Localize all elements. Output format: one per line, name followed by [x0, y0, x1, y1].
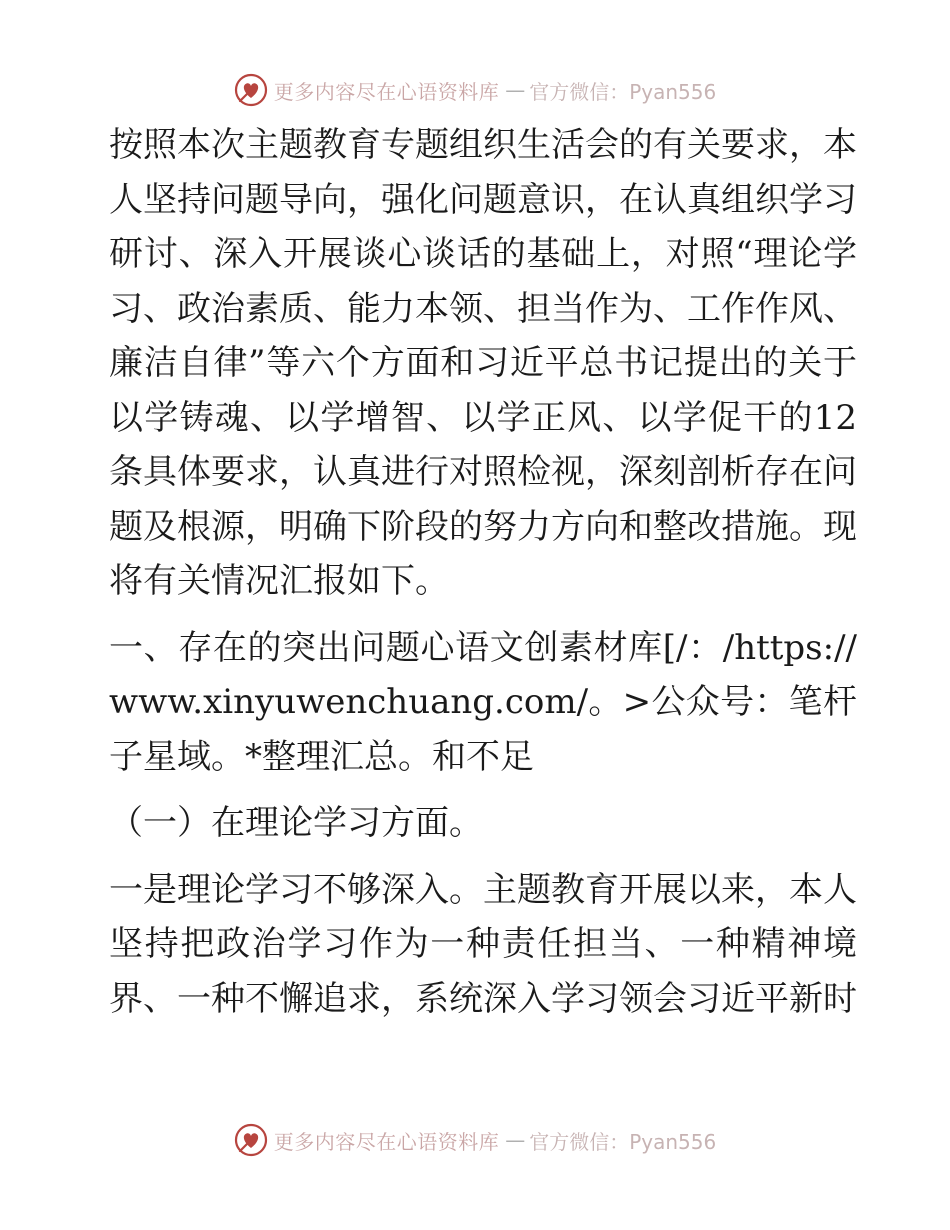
section-heading: 一、存在的突出问题心语文创素材库[/：/https://www.xinyuwenchuang.com/。>公众号：笔杆子星域。*整理汇总。和不足	[109, 627, 857, 777]
banner-contact-text: 官方微信：Pyan556	[529, 79, 717, 104]
banner-brand-text: 更多内容尽在心语资料库	[273, 79, 500, 104]
banner-brand-text: 更多内容尽在心语资料库	[273, 1129, 500, 1154]
document-body	[97, 118, 857, 1026]
intro-paragraph: 按照本次主题教育专题组织生活会的有关要求，本人坚持问题导向，强化问题意识，在认真组织学习研讨、深入开展谈心谈话的基础上，对照“理论学习、政治素质、能力本领、担当作为、工作作风、廉洁自律”等六个方面和习近平总书记提出的关于以学铸魂、以学增智、以学正风、以学促干的12条具体要求，认真进行对照检视，深刻剖析存在问题及根源，明确下阶段的努力方向和整改措施。现将有关情况汇报如下。	[109, 125, 857, 601]
subsection-heading: （一）在理论学习方面。	[109, 803, 483, 843]
heart-pen-logo-icon	[234, 73, 268, 107]
banner-separator: —	[505, 1128, 524, 1152]
footer-banner	[0, 1120, 950, 1160]
banner-contact-text: 官方微信：Pyan556	[529, 1129, 717, 1154]
point-paragraph: 一是理论学习不够深入。主题教育开展以来，本人坚持把政治学习作为一种责任担当、一种精神境界、一种不懈追求，系统深入学习领会习近平新时	[109, 869, 857, 1019]
banner-separator: —	[505, 78, 524, 102]
heart-pen-logo-icon	[234, 1123, 268, 1157]
header-banner	[0, 70, 950, 110]
